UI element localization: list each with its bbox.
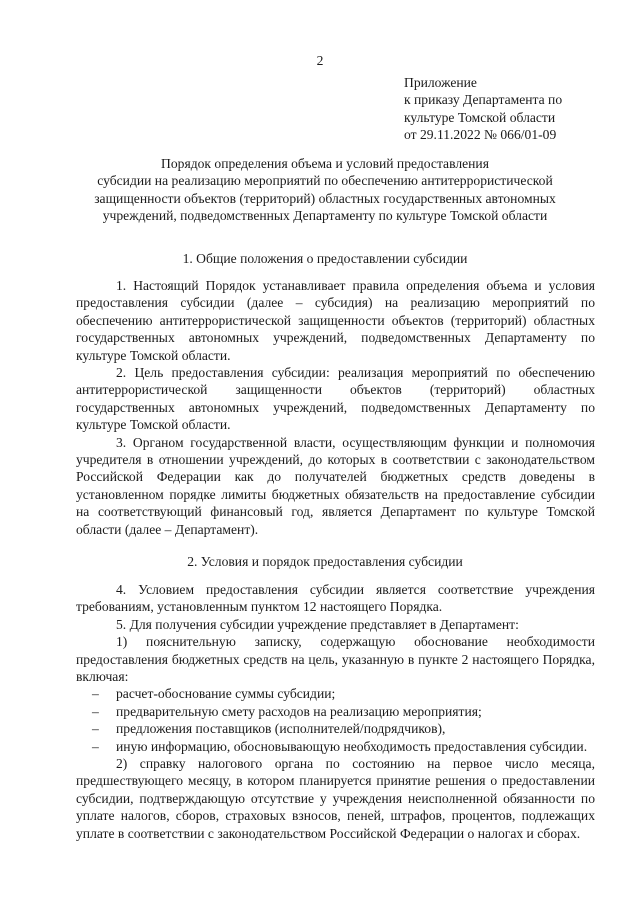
list-item — [76, 703, 595, 720]
paragraph-2: 2. Цель предоставления субсидии: реализация мероприятий по обеспечению антитеррористической защищенности объектов (территорий) областных государственных автономных учреждений, подведомственных Департаменту по культуре Томской области. — [76, 365, 595, 433]
appendix-line: культуре Томской области — [404, 109, 556, 125]
dash-marker: – — [92, 703, 99, 719]
list-item — [76, 720, 595, 737]
list-item — [76, 685, 595, 702]
list-item-text: предварительную смету расходов на реализацию мероприятия; — [116, 703, 482, 719]
paragraph-5: 5. Для получения субсидии учреждение представляет в Департамент: — [116, 616, 519, 632]
section-2-body — [76, 581, 595, 842]
section-1-heading: 1. Общие положения о предоставлении субсидии — [182, 251, 468, 266]
title-line: субсидии на реализацию мероприятий по обеспечению антитеррористической — [97, 173, 553, 189]
title-line: учреждений, подведомственных Департаменту по культуре Томской области — [102, 208, 548, 224]
title-line: защищенности объектов (территорий) областных государственных автономных — [94, 190, 556, 206]
paragraph-3: 3. Органом государственной власти, осуществляющим функции и полномочия учредителя в отношении учреждений, до которых в соответствии с законодательством Российской Федерации как до получателей бюджетных средств доведены в установленном порядке лимиты бюджетных обязательств на предоставление субсидии на соответствующий финансовый год, является Департамент по культуре Томской области (далее – Департамент). — [76, 434, 595, 537]
document-title — [60, 155, 590, 225]
paragraph-1: 1. Настоящий Порядок устанавливает правила определения объема и условия предоставления субсидии (далее – субсидия) на реализацию мероприятий по обеспечению антитеррористической защищенности объектов (территорий) областных государственных автономных учреждений, подведомственных Департаменту по культуре Томской области. — [76, 278, 595, 363]
paragraph-5-1: 1) пояснительную записку, содержащую обоснование необходимости предоставления бюджетных средств на цель, указанную в пункте 2 настоящего Порядка, включая: — [76, 634, 595, 685]
page-number: 2 — [316, 53, 324, 68]
dash-marker: – — [92, 721, 99, 737]
list-item-text: иную информацию, обосновывающую необходимость предоставления субсидии. — [116, 738, 588, 754]
section-1-body — [76, 277, 595, 538]
paragraph-5-2: 2) справку налогового органа по состоянию на первое число месяца, предшествующего месяцу, в котором планируется принятие решения о предоставлении субсидии, подтверждающую отсутствие у учреждения неисполненной обязанности по уплате налогов, сборов, страховых взносов, пеней, штрафов, процентов, подлежащих уплате в соответствии с законодательством Российской Федерации о налогах и сборах. — [76, 756, 595, 841]
paragraph-4: 4. Условием предоставления субсидии является соответствие учреждения требованиям, установленным пунктом 12 настоящего Порядка. — [76, 582, 595, 615]
appendix-line: Приложение — [404, 75, 477, 90]
dash-marker: – — [92, 686, 99, 702]
appendix-header — [404, 74, 624, 144]
appendix-line: к приказу Департамента по — [404, 92, 563, 108]
requirements-list — [76, 685, 595, 755]
section-2-heading: 2. Условия и порядок предоставления субсидии — [187, 554, 463, 569]
list-item-text: расчет-обоснование суммы субсидии; — [116, 686, 336, 702]
title-line: Порядок определения объема и условий предоставления — [161, 156, 489, 171]
list-item-text: предложения поставщиков (исполнителей/подрядчиков), — [116, 721, 446, 737]
appendix-line: от 29.11.2022 № 066/01-09 — [404, 127, 557, 143]
dash-marker: – — [92, 738, 99, 754]
list-item — [76, 738, 595, 755]
